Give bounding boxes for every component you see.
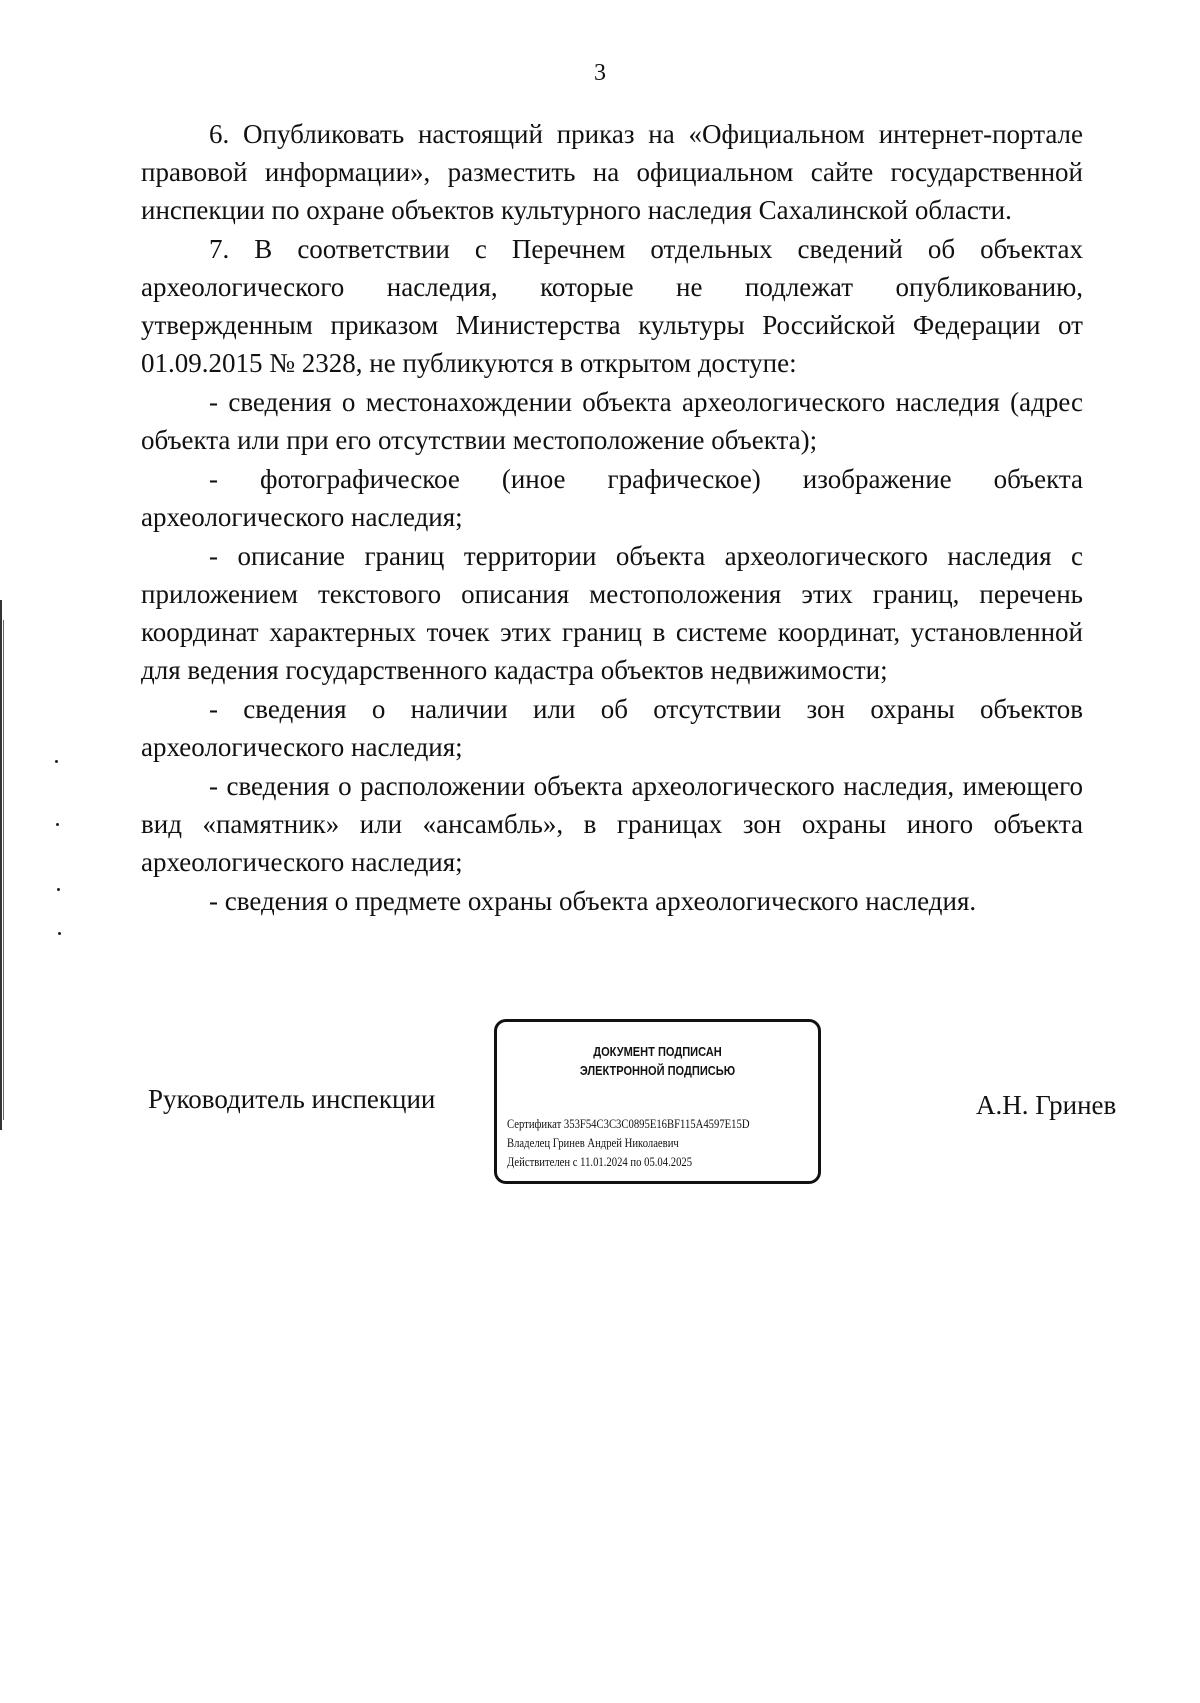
- paragraph: - сведения о расположении объекта археологического наследия, имеющего вид «памятник» или «ансамбль», в границах зон охраны иного объекта археологического наследия;: [141, 771, 1083, 877]
- page-number: 3: [594, 60, 606, 86]
- document-body: [141, 115, 1083, 921]
- stamp-owner: Владелец Гринев Андрей Николаевич: [507, 1135, 679, 1150]
- paragraph: - сведения о наличии или об отсутствии зон охраны объектов археологического наследия;: [141, 694, 1083, 762]
- paragraph: - описание границ территории объекта археологического наследия с приложением текстового описания местоположения этих границ, перечень координат характерных точек этих границ в системе координат, установленной для ведения государственного кадастра объектов недвижимости;: [141, 541, 1083, 685]
- electronic-signature-stamp: [494, 1019, 821, 1184]
- scan-speck: [56, 823, 59, 826]
- scan-edge-line: [3, 620, 4, 1120]
- stamp-title-line: ЭЛЕКТРОННОЙ ПОДПИСЬЮ: [579, 1063, 736, 1078]
- scan-edge-line: [0, 600, 2, 1130]
- scan-speck: [58, 932, 61, 935]
- stamp-certificate: Сертификат 353F54C3C3C0895E16BF115A4597E15D: [507, 1116, 750, 1131]
- paragraph: 6. Опубликовать настоящий приказ на «Официальном интернет-портале правовой информации», разместить на официальном сайте государственной инспекции по охране объектов культурного наследия Сахалинской области.: [141, 119, 1083, 225]
- signatory-position: Руководитель инспекции: [148, 1084, 436, 1114]
- paragraph: - сведения о предмете охраны объекта археологического наследия.: [209, 886, 977, 916]
- stamp-title-line: ДОКУМЕНТ ПОДПИСАН: [593, 1044, 722, 1059]
- paragraph: - сведения о местонахождении объекта археологического наследия (адрес объекта или при его отсутствии местоположение объекта);: [141, 387, 1083, 455]
- stamp-title: [521, 1042, 794, 1080]
- scan-speck: [57, 888, 60, 891]
- paragraph: 7. В соответствии с Перечнем отдельных сведений об объектах археологического наследия, которые не подлежат опубликованию, утвержденным приказом Министерства культуры Российской Федерации от 01.09.2015 № 2328, не публикуются в открытом доступе:: [141, 234, 1083, 378]
- stamp-validity: Действителен с 11.01.2024 по 05.04.2025: [507, 1154, 693, 1169]
- stamp-details: [507, 1114, 769, 1171]
- signatory-name: А.Н. Гринев: [976, 1090, 1117, 1120]
- scan-speck: [55, 760, 58, 763]
- paragraph: - фотографическое (иное графическое) изображение объекта археологического наследия;: [141, 464, 1083, 532]
